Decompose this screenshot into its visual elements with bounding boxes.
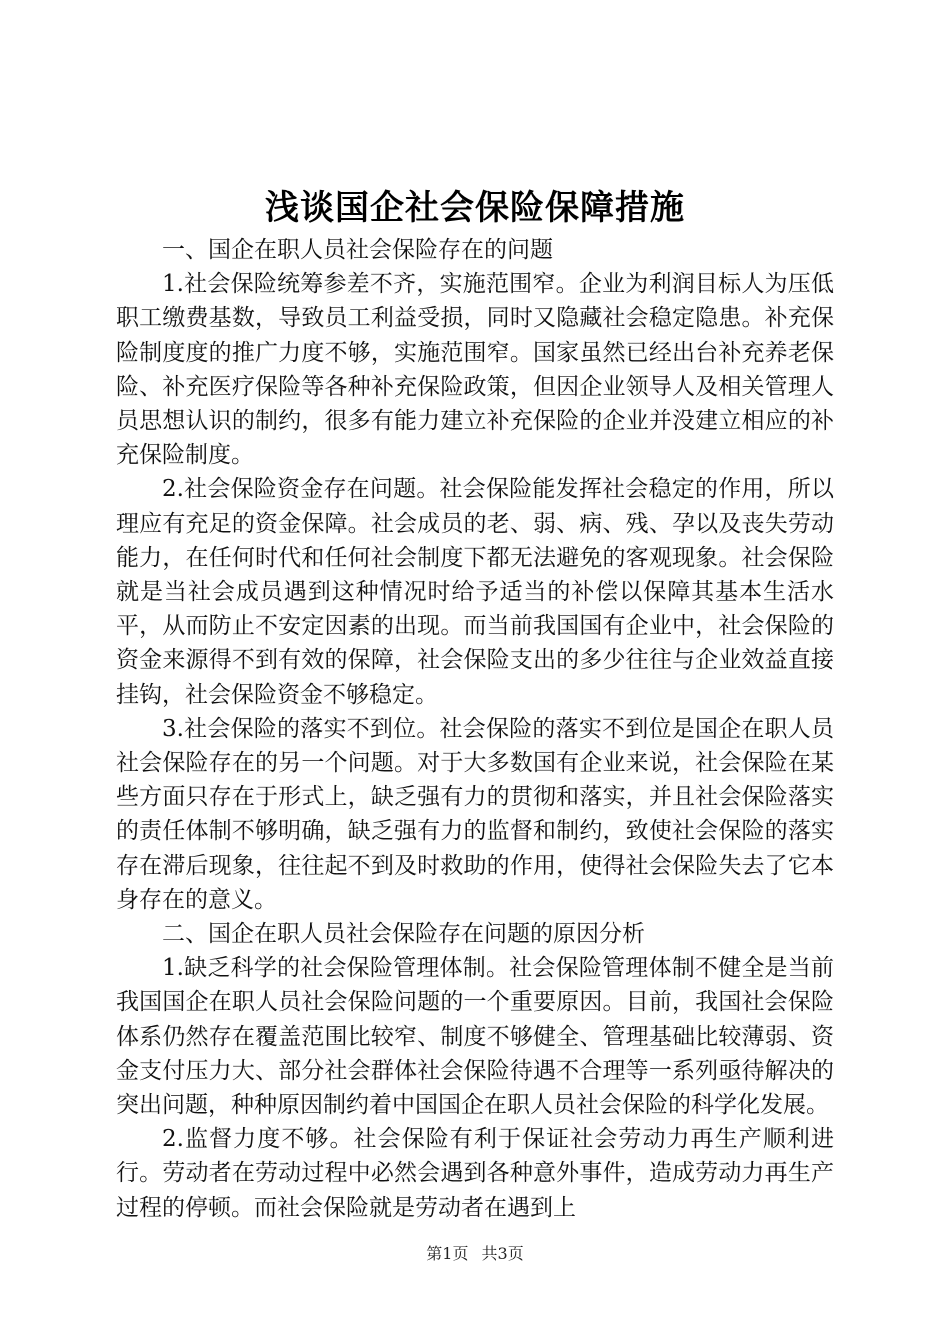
paragraph-1-1: 1.社会保险统筹参差不齐，实施范围窄。企业为利润目标人为压低职工缴费基数，导致员工利益受损，同时又隐藏社会稳定隐患。补充保险制度度的推广力度不够，实施范围窄。国家虽然已经出台补充养老保险、补充医疗保险等各种补充保险政策，但因企业领导人及相关管理人员思想认识的制约，很多有能力建立补充保险的企业并没建立相应的补充保险制度。 <box>116 271 834 469</box>
paragraph-2-2: 2.监督力度不够。社会保险有利于保证社会劳动力再生产顺利进行。劳动者在劳动过程中必然会遇到各种意外事件，造成劳动力再生产过程的停顿。而社会保险就是劳动者在遇到上 <box>116 1126 834 1221</box>
page-total: 共3页 <box>481 1244 524 1263</box>
paragraph-2-1: 1.缺乏科学的社会保险管理体制。社会保险管理体制不健全是当前我国国企在职人员社会保险问题的一个重要原因。目前，我国社会保险体系仍然存在覆盖范围比较窄、制度不够健全、管理基础比较薄弱、资金支付压力大、部分社会群体社会保险待遇不合理等一系列亟待解决的突出问题，种种原因制约着中国国企在职人员社会保险的科学化发展。 <box>116 955 834 1119</box>
paragraph-1-3: 3.社会保险的落实不到位。社会保险的落实不到位是国企在职人员社会保险存在的另一个问题。对于大多数国有企业来说，社会保险在某些方面只存在于形式上，缺乏强有力的贯彻和落实，并且社会保险落实的责任体制不够明确，缺乏强有力的监督和制约，致使社会保险的落实存在滞后现象，往往起不到及时救助的作用，使得社会保险失去了它本身存在的意义。 <box>116 715 834 913</box>
section-heading-1: 一、国企在职人员社会保险存在的问题 <box>162 237 553 263</box>
paragraph-1-2: 2.社会保险资金存在问题。社会保险能发挥社会稳定的作用，所以理应有充足的资金保障。社会成员的老、弱、病、残、孕以及丧失劳动能力，在任何时代和任何社会制度下都无法避免的客观现象。社会保险就是当社会成员遇到这种情况时给予适当的补偿以保障其基本生活水平，从而防止不安定因素的出现。而当前我国国有企业中，社会保险的资金来源得不到有效的保障，社会保险支出的多少往往与企业效益直接挂钩，社会保险资金不够稳定。 <box>116 476 834 708</box>
page-footer <box>0 1243 950 1265</box>
document-title: 浅谈国企社会保险保障措施 <box>265 188 685 228</box>
document-body <box>116 233 834 1225</box>
page-number: 第1页 <box>426 1244 469 1263</box>
section-heading-2: 二、国企在职人员社会保险存在问题的原因分析 <box>162 921 645 948</box>
